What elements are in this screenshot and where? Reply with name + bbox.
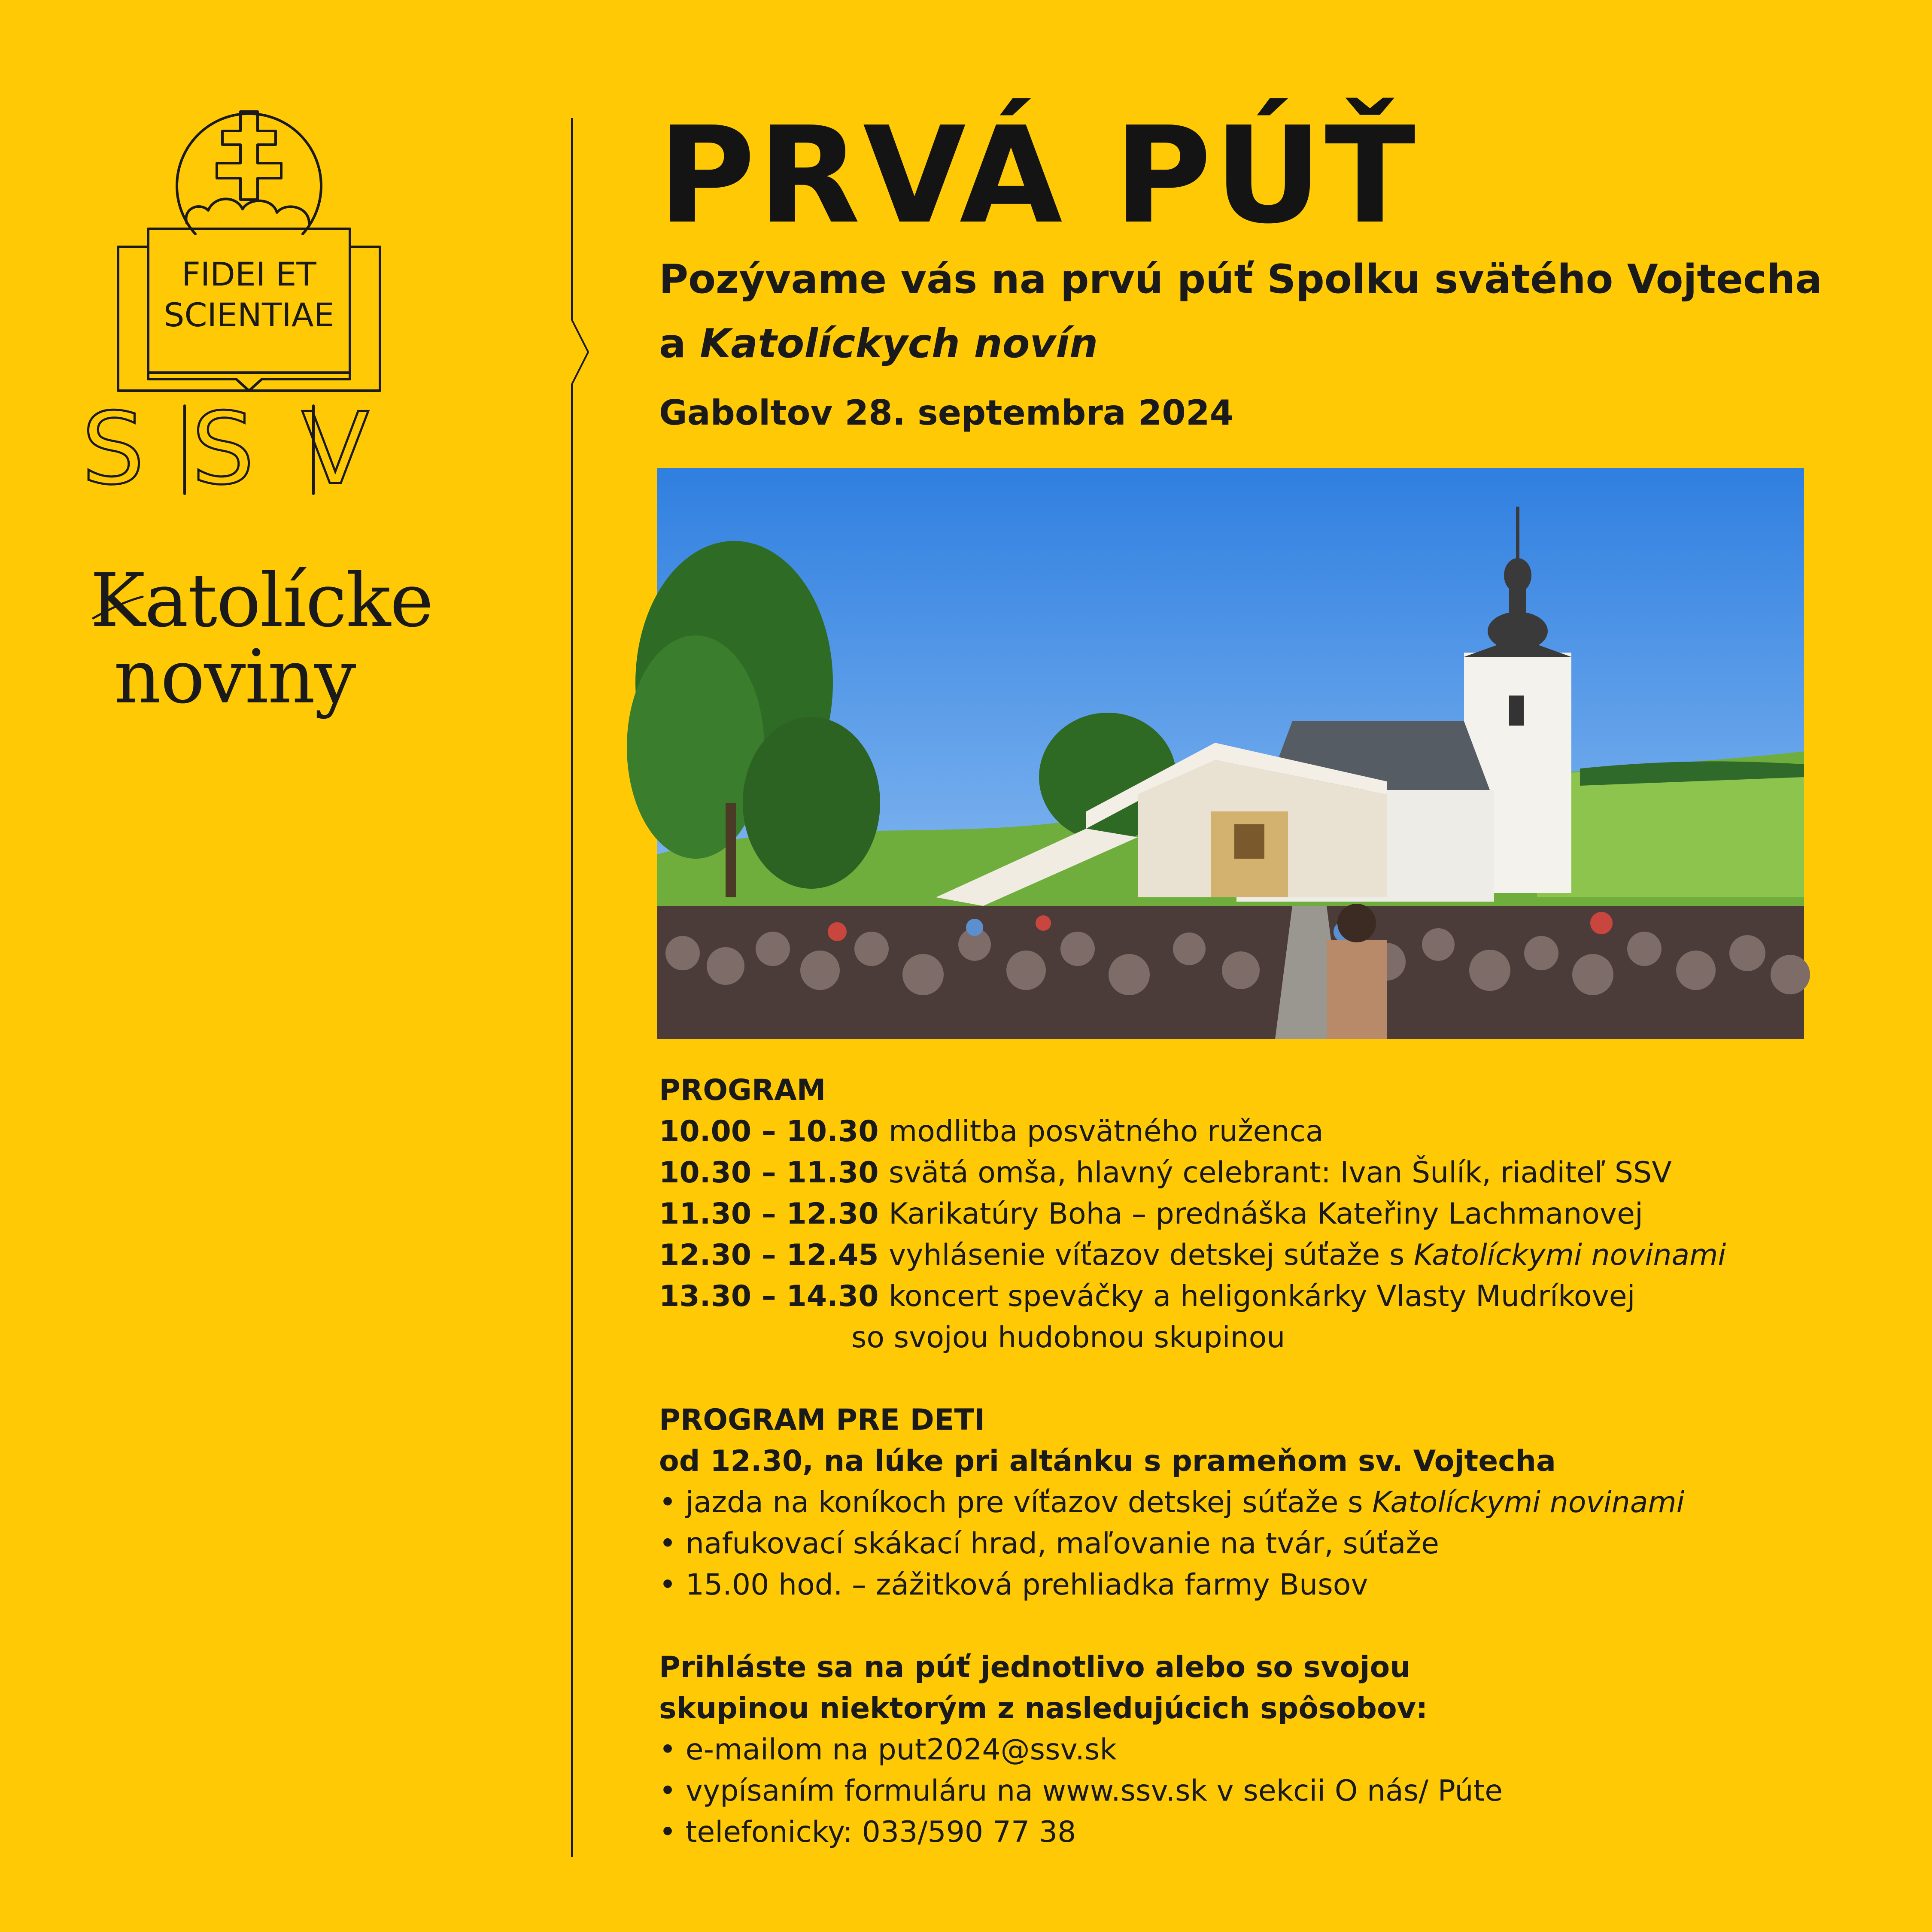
- program-text: [889, 1235, 1726, 1276]
- kids-program-heading: PROGRAM PRE DETI: [659, 1403, 985, 1437]
- subtitle-prefix: a: [659, 320, 700, 367]
- ssv-letters: SSV: [82, 392, 416, 507]
- program-text-plain: vyhlásenie víťazov detskej súťaže s: [889, 1238, 1414, 1272]
- kids-program-item: [659, 1482, 1904, 1523]
- program-row: [659, 1111, 1904, 1152]
- kids-item-italic: Katolíckymi novinami: [1372, 1485, 1685, 1519]
- program-text-italic: Katolíckymi novinami: [1413, 1238, 1726, 1272]
- registration-heading-line2: skupinou niektorým z nasledujúcich spôsobov:: [659, 1692, 1428, 1725]
- subtitle-line1: Pozývame vás na prvú púť Spolku svätého Vojtecha: [659, 256, 1823, 302]
- program-text: modlitba posvätného ruženca: [889, 1115, 1324, 1148]
- kids-program-item: • nafukovací skákací hrad, maľovanie na tvár, súťaže: [659, 1527, 1439, 1561]
- program-time: 12.30 – 12.45: [659, 1238, 879, 1272]
- ssv-motto-line1: FIDEI ET: [182, 255, 316, 293]
- program-time: 10.30 – 11.30: [659, 1156, 879, 1190]
- pilgrimage-photo: [657, 468, 1804, 1039]
- kids-item-plain: • jazda na koníkoch pre víťazov detskej súťaže s: [659, 1485, 1373, 1519]
- registration-heading-line1: Prihláste sa na púť jednotlivo alebo so svojou: [659, 1650, 1411, 1684]
- kids-program-location: od 12.30, na lúke pri altánku s prameňom sv. Vojtecha: [659, 1444, 1556, 1478]
- vertical-divider: [567, 118, 592, 1857]
- kn-logo-line2: noviny: [114, 634, 355, 720]
- program-row: [659, 1152, 1904, 1194]
- ssv-logo: [82, 92, 416, 507]
- program-text: Karikatúry Boha – prednáška Kateřiny Lachmanovej: [889, 1197, 1643, 1231]
- registration-phone: • telefonicky: 033/590 77 38: [659, 1815, 1076, 1849]
- program-row: [659, 1235, 1904, 1276]
- kids-program-item: • 15.00 hod. – zážitková prehliadka farmy Busov: [659, 1568, 1368, 1602]
- program-continuation: so svojou hudobnou skupinou: [851, 1321, 1285, 1355]
- event-date: Gaboltov 28. septembra 2024: [659, 393, 1234, 433]
- program-text: svätá omša, hlavný celebrant: Ivan Šulík, riaditeľ SSV: [889, 1156, 1672, 1190]
- ssv-motto-line2: SCIENTIAE: [164, 296, 334, 334]
- page-title: PRVÁ PÚŤ: [658, 98, 1419, 253]
- program-time: 10.00 – 10.30: [659, 1115, 879, 1148]
- program-time: 13.30 – 14.30: [659, 1279, 879, 1313]
- program-row: [659, 1276, 1904, 1317]
- subtitle-line2: [659, 311, 1883, 376]
- registration-form: • vypísaním formuláru na www.ssv.sk v sekcii O nás/ Púte: [659, 1774, 1503, 1808]
- subtitle: [659, 247, 1883, 376]
- program-time: 11.30 – 12.30: [659, 1197, 879, 1231]
- kn-swash-mark: [91, 575, 168, 640]
- program-text: koncert speváčky a heligonkárky Vlasty Mudríkovej: [889, 1279, 1635, 1313]
- subtitle-italic: Katolíckych novín: [700, 320, 1098, 367]
- program-row: [659, 1194, 1904, 1235]
- program-section: [659, 1070, 1904, 1853]
- program-heading: PROGRAM: [659, 1073, 826, 1107]
- kn-logo-line1: Katolícke: [90, 557, 433, 644]
- registration-email: • e-mailom na put2024@ssv.sk: [659, 1733, 1117, 1767]
